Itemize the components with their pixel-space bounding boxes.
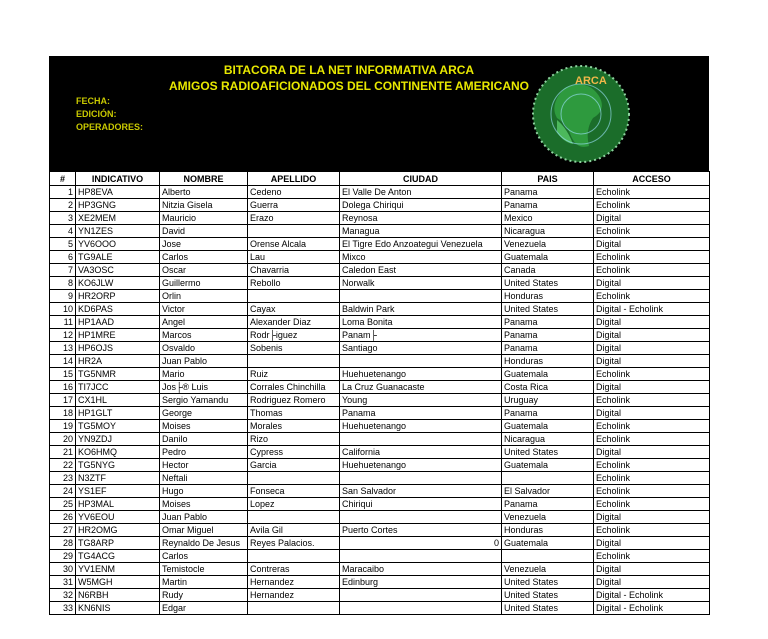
ciudad-cell: Chiriqui: [340, 498, 502, 511]
table-row: [50, 407, 710, 420]
indicativo-cell: KO6JLW: [76, 277, 160, 290]
indicativo-cell: HP6OJS: [76, 342, 160, 355]
row-number: 24: [50, 485, 76, 498]
apellido-cell: Garcia: [248, 459, 340, 472]
nombre-cell: Jose: [160, 238, 248, 251]
pais-cell: El Salvador: [502, 485, 594, 498]
acceso-cell: Echolink: [594, 394, 710, 407]
edicion-label: EDICIÓN:: [76, 109, 117, 119]
nombre-cell: Osvaldo: [160, 342, 248, 355]
nombre-cell: Hugo: [160, 485, 248, 498]
table-row: [50, 394, 710, 407]
ciudad-cell: [340, 355, 502, 368]
ciudad-cell: Huehuetenango: [340, 420, 502, 433]
ciudad-cell: Panam├: [340, 329, 502, 342]
table-row: [50, 485, 710, 498]
apellido-cell: Corrales Chinchilla: [248, 381, 340, 394]
acceso-cell: Digital: [594, 277, 710, 290]
nombre-cell: Temistocle: [160, 563, 248, 576]
apellido-cell: Avila Gil: [248, 524, 340, 537]
apellido-cell: Rizo: [248, 433, 340, 446]
pais-cell: Venezuela: [502, 511, 594, 524]
indicativo-cell: TG5NMR: [76, 368, 160, 381]
row-number: 18: [50, 407, 76, 420]
nombre-cell: Pedro: [160, 446, 248, 459]
row-number: 1: [50, 186, 76, 199]
table-row: [50, 290, 710, 303]
table-row: [50, 524, 710, 537]
acceso-cell: Digital: [594, 238, 710, 251]
apellido-cell: [248, 602, 340, 615]
log-table: [49, 171, 710, 615]
ciudad-cell: [340, 589, 502, 602]
nombre-cell: Reynaldo De Jesus: [160, 537, 248, 550]
apellido-cell: Hernandez: [248, 576, 340, 589]
ciudad-cell: [340, 550, 502, 563]
indicativo-cell: TG9ALE: [76, 251, 160, 264]
nombre-cell: Hector: [160, 459, 248, 472]
nombre-cell: Juan Pablo: [160, 355, 248, 368]
nombre-cell: Oscar: [160, 264, 248, 277]
indicativo-cell: W5MGH: [76, 576, 160, 589]
nombre-cell: Mauricio: [160, 212, 248, 225]
col-number-header: #: [50, 172, 76, 186]
table-row: [50, 459, 710, 472]
nombre-cell: Sergio Yamandu: [160, 394, 248, 407]
ciudad-cell: Caledon East: [340, 264, 502, 277]
nombre-cell: Martin: [160, 576, 248, 589]
pais-cell: Venezuela: [502, 563, 594, 576]
acceso-cell: Echolink: [594, 264, 710, 277]
ciudad-cell: Dolega Chiriqui: [340, 199, 502, 212]
acceso-cell: Digital: [594, 316, 710, 329]
indicativo-cell: XE2MEM: [76, 212, 160, 225]
row-number: 19: [50, 420, 76, 433]
table-row: [50, 433, 710, 446]
table-header-row: [50, 172, 710, 186]
indicativo-cell: KO6HMQ: [76, 446, 160, 459]
nombre-cell: Mario: [160, 368, 248, 381]
apellido-cell: [248, 472, 340, 485]
table-row: [50, 537, 710, 550]
pais-cell: United States: [502, 576, 594, 589]
ciudad-cell: Mixco: [340, 251, 502, 264]
apellido-cell: Erazo: [248, 212, 340, 225]
col-acceso-header: ACCESO: [594, 172, 710, 186]
row-number: 8: [50, 277, 76, 290]
indicativo-cell: YV6OOO: [76, 238, 160, 251]
acceso-cell: Digital: [594, 563, 710, 576]
indicativo-cell: HR2A: [76, 355, 160, 368]
ciudad-cell: San Salvador: [340, 485, 502, 498]
table-row: [50, 303, 710, 316]
pais-cell: United States: [502, 589, 594, 602]
indicativo-cell: HP1GLT: [76, 407, 160, 420]
apellido-cell: [248, 511, 340, 524]
table-row: [50, 381, 710, 394]
table-row: [50, 225, 710, 238]
acceso-cell: Echolink: [594, 420, 710, 433]
table-row: [50, 472, 710, 485]
pais-cell: United States: [502, 602, 594, 615]
col-apellido-header: APELLIDO: [248, 172, 340, 186]
pais-cell: Panama: [502, 329, 594, 342]
pais-cell: Panama: [502, 199, 594, 212]
table-row: [50, 368, 710, 381]
apellido-cell: Alexander Diaz: [248, 316, 340, 329]
apellido-cell: [248, 355, 340, 368]
pais-cell: Honduras: [502, 355, 594, 368]
row-number: 5: [50, 238, 76, 251]
indicativo-cell: HP8EVA: [76, 186, 160, 199]
row-number: 21: [50, 446, 76, 459]
nombre-cell: George: [160, 407, 248, 420]
apellido-cell: [248, 225, 340, 238]
table-row: [50, 563, 710, 576]
nombre-cell: Angel: [160, 316, 248, 329]
table-row: [50, 316, 710, 329]
acceso-cell: Digital: [594, 329, 710, 342]
row-number: 32: [50, 589, 76, 602]
table-row: [50, 212, 710, 225]
apellido-cell: Orense Alcala: [248, 238, 340, 251]
ciudad-cell: [340, 433, 502, 446]
nombre-cell: Rudy: [160, 589, 248, 602]
nombre-cell: Guillermo: [160, 277, 248, 290]
acceso-cell: Echolink: [594, 368, 710, 381]
pais-cell: Honduras: [502, 524, 594, 537]
pais-cell: Guatemala: [502, 459, 594, 472]
indicativo-cell: YN1ZES: [76, 225, 160, 238]
indicativo-cell: TG5NYG: [76, 459, 160, 472]
acceso-cell: Digital: [594, 342, 710, 355]
row-number: 14: [50, 355, 76, 368]
row-number: 25: [50, 498, 76, 511]
nombre-cell: Edgar: [160, 602, 248, 615]
indicativo-cell: KD6PAS: [76, 303, 160, 316]
fecha-label: FECHA:: [76, 96, 110, 106]
row-number: 10: [50, 303, 76, 316]
apellido-cell: Rebollo: [248, 277, 340, 290]
pais-cell: Guatemala: [502, 368, 594, 381]
apellido-cell: Lau: [248, 251, 340, 264]
ciudad-cell: Loma Bonita: [340, 316, 502, 329]
col-indicativo-header: INDICATIVO: [76, 172, 160, 186]
row-number: 29: [50, 550, 76, 563]
pais-cell: Guatemala: [502, 537, 594, 550]
report-subtitle: AMIGOS RADIOAFICIONADOS DEL CONTINENTE AMERICANO: [168, 79, 529, 93]
apellido-cell: Guerra: [248, 199, 340, 212]
row-number: 33: [50, 602, 76, 615]
apellido-cell: Ruiz: [248, 368, 340, 381]
indicativo-cell: TG4ACG: [76, 550, 160, 563]
ciudad-cell: Edinburg: [340, 576, 502, 589]
acceso-cell: Echolink: [594, 251, 710, 264]
pais-cell: Canada: [502, 264, 594, 277]
row-number: 15: [50, 368, 76, 381]
pais-cell: [502, 550, 594, 563]
pais-cell: Panama: [502, 498, 594, 511]
table-row: [50, 277, 710, 290]
acceso-cell: Digital - Echolink: [594, 303, 710, 316]
table-row: [50, 550, 710, 563]
table-row: [50, 576, 710, 589]
ciudad-cell: Norwalk: [340, 277, 502, 290]
acceso-cell: Echolink: [594, 433, 710, 446]
table-row: [50, 602, 710, 615]
acceso-cell: Echolink: [594, 485, 710, 498]
acceso-cell: Digital: [594, 407, 710, 420]
pais-cell: Nicaragua: [502, 433, 594, 446]
apellido-cell: Sobenis: [248, 342, 340, 355]
row-number: 22: [50, 459, 76, 472]
ciudad-cell: Young: [340, 394, 502, 407]
table-row: [50, 498, 710, 511]
indicativo-cell: YS1EF: [76, 485, 160, 498]
acceso-cell: Digital: [594, 446, 710, 459]
indicativo-cell: HR2ORP: [76, 290, 160, 303]
pais-cell: [502, 472, 594, 485]
row-number: 16: [50, 381, 76, 394]
row-number: 2: [50, 199, 76, 212]
apellido-cell: [248, 550, 340, 563]
acceso-cell: Digital - Echolink: [594, 589, 710, 602]
table-row: [50, 355, 710, 368]
apellido-cell: Morales: [248, 420, 340, 433]
ciudad-cell: Maracaibo: [340, 563, 502, 576]
apellido-cell: Cypress: [248, 446, 340, 459]
nombre-cell: Carlos: [160, 251, 248, 264]
ciudad-cell: Santiago: [340, 342, 502, 355]
ciudad-cell: Panama: [340, 407, 502, 420]
pais-cell: Panama: [502, 186, 594, 199]
nombre-cell: Jos├® Luis: [160, 381, 248, 394]
nombre-cell: Moises: [160, 498, 248, 511]
arca-globe-logo: [527, 58, 635, 166]
table-row: [50, 511, 710, 524]
acceso-cell: Echolink: [594, 550, 710, 563]
indicativo-cell: HP1MRE: [76, 329, 160, 342]
nombre-cell: Omar Miguel: [160, 524, 248, 537]
nombre-cell: Victor: [160, 303, 248, 316]
apellido-cell: Chavarria: [248, 264, 340, 277]
table-row: [50, 264, 710, 277]
acceso-cell: Echolink: [594, 472, 710, 485]
pais-cell: Uruguay: [502, 394, 594, 407]
nombre-cell: Alberto: [160, 186, 248, 199]
indicativo-cell: HR2OMG: [76, 524, 160, 537]
report-header: [49, 56, 709, 171]
acceso-cell: Echolink: [594, 498, 710, 511]
row-number: 4: [50, 225, 76, 238]
acceso-cell: Echolink: [594, 225, 710, 238]
table-row: [50, 420, 710, 433]
apellido-cell: Thomas: [248, 407, 340, 420]
nombre-cell: Danilo: [160, 433, 248, 446]
ciudad-cell: Managua: [340, 225, 502, 238]
indicativo-cell: YN9ZDJ: [76, 433, 160, 446]
acceso-cell: Echolink: [594, 186, 710, 199]
nombre-cell: Nitzia Gisela: [160, 199, 248, 212]
ciudad-cell: [340, 290, 502, 303]
indicativo-cell: KN6NIS: [76, 602, 160, 615]
apellido-cell: Cedeno: [248, 186, 340, 199]
row-number: 20: [50, 433, 76, 446]
nombre-cell: Carlos: [160, 550, 248, 563]
pais-cell: Honduras: [502, 290, 594, 303]
row-number: 9: [50, 290, 76, 303]
row-number: 13: [50, 342, 76, 355]
row-number: 7: [50, 264, 76, 277]
col-pais-header: PAIS: [502, 172, 594, 186]
table-row: [50, 329, 710, 342]
indicativo-cell: HP3MAL: [76, 498, 160, 511]
nombre-cell: Neftali: [160, 472, 248, 485]
acceso-cell: Echolink: [594, 199, 710, 212]
ciudad-cell: [340, 472, 502, 485]
acceso-cell: Echolink: [594, 290, 710, 303]
acceso-cell: Digital: [594, 537, 710, 550]
row-number: 31: [50, 576, 76, 589]
ciudad-cell: Huehuetenango: [340, 368, 502, 381]
table-row: [50, 589, 710, 602]
ciudad-cell: Baldwin Park: [340, 303, 502, 316]
indicativo-cell: N6RBH: [76, 589, 160, 602]
indicativo-cell: VA3OSC: [76, 264, 160, 277]
acceso-cell: Digital: [594, 355, 710, 368]
row-number: 26: [50, 511, 76, 524]
logo-text: ARCA: [575, 75, 607, 87]
indicativo-cell: TG8ARP: [76, 537, 160, 550]
apellido-cell: Hernandez: [248, 589, 340, 602]
acceso-cell: Digital: [594, 381, 710, 394]
row-number: 30: [50, 563, 76, 576]
indicativo-cell: N3ZTF: [76, 472, 160, 485]
indicativo-cell: TI7JCC: [76, 381, 160, 394]
pais-cell: Mexico: [502, 212, 594, 225]
indicativo-cell: HP1AAD: [76, 316, 160, 329]
table-row: [50, 238, 710, 251]
indicativo-cell: CX1HL: [76, 394, 160, 407]
apellido-cell: Fonseca: [248, 485, 340, 498]
pais-cell: Panama: [502, 342, 594, 355]
row-number: 11: [50, 316, 76, 329]
table-row: [50, 342, 710, 355]
ciudad-cell: La Cruz Guanacaste: [340, 381, 502, 394]
row-number: 6: [50, 251, 76, 264]
row-number: 3: [50, 212, 76, 225]
pais-cell: Costa Rica: [502, 381, 594, 394]
ciudad-cell: Puerto Cortes: [340, 524, 502, 537]
apellido-cell: Reyes Palacios.: [248, 537, 340, 550]
indicativo-cell: YV6EOU: [76, 511, 160, 524]
pais-cell: Panama: [502, 316, 594, 329]
pais-cell: Nicaragua: [502, 225, 594, 238]
row-number: 27: [50, 524, 76, 537]
pais-cell: United States: [502, 277, 594, 290]
report-title: BITACORA DE LA NET INFORMATIVA ARCA: [223, 63, 475, 77]
apellido-cell: Rodr├iguez: [248, 329, 340, 342]
pais-cell: United States: [502, 303, 594, 316]
nombre-cell: Orlin: [160, 290, 248, 303]
ciudad-cell: 0: [340, 537, 502, 550]
ciudad-cell: Huehuetenango: [340, 459, 502, 472]
indicativo-cell: TG5MOY: [76, 420, 160, 433]
table-row: [50, 251, 710, 264]
nombre-cell: Marcos: [160, 329, 248, 342]
ciudad-cell: El Valle De Anton: [340, 186, 502, 199]
apellido-cell: Rodriguez Romero: [248, 394, 340, 407]
table-row: [50, 446, 710, 459]
apellido-cell: Cayax: [248, 303, 340, 316]
acceso-cell: Digital: [594, 576, 710, 589]
ciudad-cell: [340, 511, 502, 524]
table-row: [50, 199, 710, 212]
table-row: [50, 186, 710, 199]
row-number: 23: [50, 472, 76, 485]
acceso-cell: Digital - Echolink: [594, 602, 710, 615]
ciudad-cell: [340, 602, 502, 615]
pais-cell: Guatemala: [502, 420, 594, 433]
pais-cell: Panama: [502, 407, 594, 420]
indicativo-cell: YV1ENM: [76, 563, 160, 576]
ciudad-cell: Reynosa: [340, 212, 502, 225]
pais-cell: United States: [502, 446, 594, 459]
row-number: 12: [50, 329, 76, 342]
row-number: 28: [50, 537, 76, 550]
acceso-cell: Digital: [594, 212, 710, 225]
nombre-cell: Juan Pablo: [160, 511, 248, 524]
pais-cell: Guatemala: [502, 251, 594, 264]
log-table-body: [50, 186, 710, 615]
col-ciudad-header: CIUDAD: [340, 172, 502, 186]
acceso-cell: Echolink: [594, 459, 710, 472]
apellido-cell: [248, 290, 340, 303]
operadores-label: OPERADORES:: [76, 122, 144, 132]
indicativo-cell: HP3GNG: [76, 199, 160, 212]
pais-cell: Venezuela: [502, 238, 594, 251]
apellido-cell: Contreras: [248, 563, 340, 576]
col-nombre-header: NOMBRE: [160, 172, 248, 186]
ciudad-cell: California: [340, 446, 502, 459]
nombre-cell: David: [160, 225, 248, 238]
acceso-cell: Echolink: [594, 524, 710, 537]
ciudad-cell: El Tigre Edo Anzoategui Venezuela: [340, 238, 502, 251]
row-number: 17: [50, 394, 76, 407]
apellido-cell: Lopez: [248, 498, 340, 511]
acceso-cell: Digital: [594, 511, 710, 524]
nombre-cell: Moises: [160, 420, 248, 433]
